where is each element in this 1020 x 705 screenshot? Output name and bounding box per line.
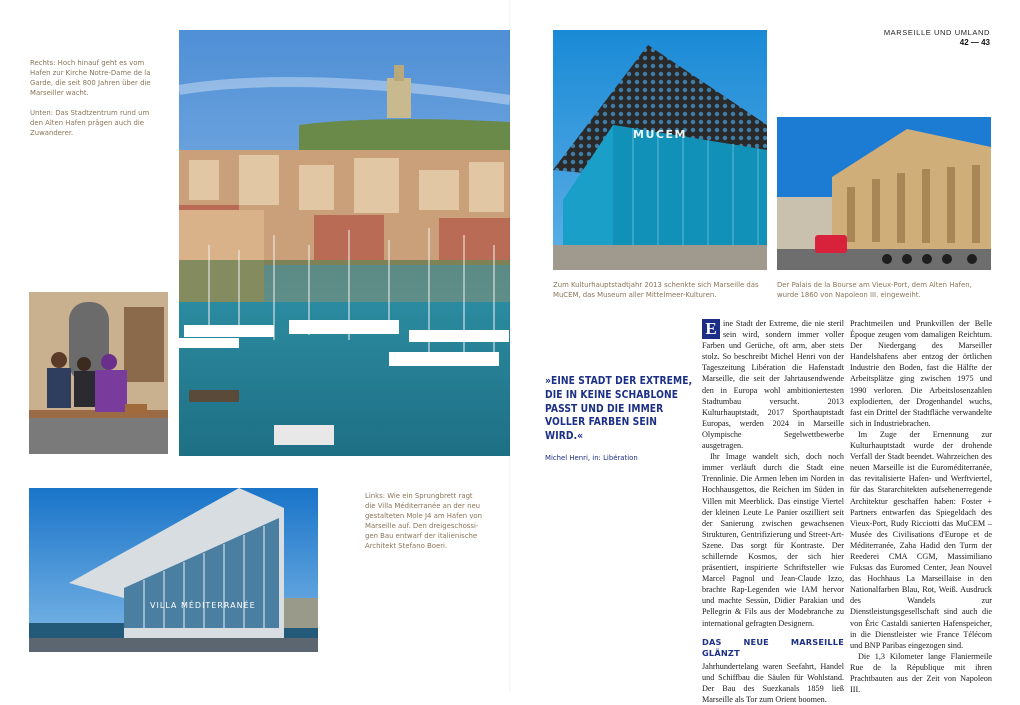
caption-bourse: Der Palais de la Bourse am Vieux-Port, dem Alten Hafen, wurde 1860 von Napoleon III. eingeweiht. — [777, 281, 972, 299]
pull-quote — [545, 375, 695, 462]
quote-line: DIE IN KEINE SCHABLONE — [545, 389, 679, 401]
drop-cap: E — [702, 319, 720, 339]
quote-line: VOLLER FARBEN SEIN WIRD.« — [545, 417, 657, 443]
article-paragraph: E ine Stadt der Extreme, die nie steril sein wird, sondern immer voller Farben und Gerüche, oft arm, aber stets stolz. So beschreibt Michel Henri von der Tageszeitung Libération die Hafenstadt Marseille, die seit der Jahrtausendwende den in Europa wohl ambitioniertesten Stadtumbau versucht. 2013 Kulturhauptstadt, 2017 Sporthauptstadt Europas, werden 2024 in Marseille Olympische Segelwettbewerbe ausgetragen. — [702, 319, 844, 451]
caption-notre-dame: Rechts: Hoch hinauf geht es vom Hafen zur Kirche Notre-Dame de la Garde, die seit 800 Jahren über die Marseiller wacht. Unten: Das Stadtzentrum rund um den Alten Hafen prägen auch die Zuwanderer. — [30, 59, 151, 137]
article-subheading: DAS NEUE MARSEILLE GLÄNZT — [702, 636, 844, 658]
article-column-1 — [702, 318, 844, 705]
villa-sign: VILLA MÉDITERRANÉE — [150, 601, 256, 610]
section-title: MARSEILLE UND UMLAND — [883, 28, 990, 37]
photo-family-bench — [29, 292, 168, 454]
photo-vieux-port-notre-dame — [179, 30, 510, 456]
page-spine — [509, 0, 511, 692]
article-paragraph: Im Zuge der Ernennung zur Kulturhauptstadt wurde der drohende Verfall der Stadt beendet. Wahrzeichen des neuen Marseille ist die Euroméditerranée, das revitalisierte Hafen- und Werftviertel, für das Stararchitekten aufsehenerregende Architektur geschaffen haben: Foster + Partners entwarfen das Spiegeldach des Vieux-Port, Rudy Ricciotti das MuCEM – Musée des Civilisations d'Europe et de Méditerranée, Zaha Hadid den Turm der Reederei CMA CGM, Massimiliano Fuksas das Euromed Center, Jean Nouvel das Hochhaus La Marseillaise in den Nationalfarben Blau, Rot, Weiß. Ausdruck des Wandels zur Dienstleistungsgesellschaft sind auch die von Éric Castaldi sanierten Hafenspeicher, in die Dienstleister wie France Télécom und BNP Paribas eingezogen sind. — [850, 429, 992, 650]
section-header — [884, 28, 990, 47]
article-paragraph: Die 1,3 Kilometer lange Flaniermeile Rue de la République mit ihren Prachtbauten aus der Zeit von Napoleon III. — [850, 651, 992, 695]
mucem-sign: MUCEM — [633, 128, 687, 141]
photo-mucem — [553, 30, 767, 270]
quote-line: PASST UND DIE IMMER — [545, 403, 664, 415]
quote-source: Michel Henri, in: Libération — [545, 453, 638, 462]
caption-villa: Links: Wie ein Sprungbrett ragt die Villa Méditerranée an der neu gestalteten Mole J4 am Hafen von Marseille auf. Den dreigeschossi- gen Bau entwarf der italienische Architekt Stefano Boeri. — [365, 492, 483, 550]
article-paragraph: Jahrhundertelang waren Seefahrt, Handel und Schiffbau die Säulen für Wohlstand. Der Bau des Suezkanals 1859 ließ Marseille als Tor zum Orient boomen. — [702, 661, 844, 705]
article-column-2 — [850, 318, 992, 695]
photo-villa-mediterranee — [29, 488, 318, 652]
article-paragraph: Ihr Image wandelt sich, doch noch immer verläuft durch die Stadt eine Trennlinie. Die Armen leben im Norden in Hochhausgettos, die Reichen im Süden in Villen mit Meerblick. Das einstige Viertel der kleinen Leute Le Panier oszilliert seit der Sanierung zwischen gewachsenen Strukturen, Gentrifizierung und Street-Art-Szene. Das sorgt für Kontraste. Der schillernde Kosmos, der sich hier präsentiert, inspirierte Schriftsteller wie Marcel Pagnol und Jean-Claude Izzo, brachte Rap-Legenden wie IAM hervor und machte Sessùn, Didier Parakian und Pellegrin & Fils aus der Modebranche zu international gefragten Designern. — [702, 452, 844, 628]
photo-palais-de-la-bourse — [777, 117, 991, 270]
quote-line: »EINE STADT DER EXTREME, — [545, 376, 693, 387]
article-paragraph: Prachtmeilen und Prunkvillen der Belle Époque zeugen vom damaligen Reichtum. Der Niedergang des Marseiller Handelshafens aber entzog der örtlichen Industrie den Boden, fast die Hälfte der Arbeitsplätze ging zwischen 1975 und 1990 verloren. Die Arbeitslosenzahlen explodierten, der Drogenhandel wuchs, fast ein Drittel der Stadtfläche verwandelte sich in Industriebrachen. — [850, 319, 992, 428]
caption-mucem: Zum Kulturhauptstadtjahr 2013 schenkte sich Marseille das MuCEM, das Museum aller Mittelmeer-Kulturen. — [553, 281, 759, 299]
page-numbers: 42 — 43 — [959, 38, 990, 47]
